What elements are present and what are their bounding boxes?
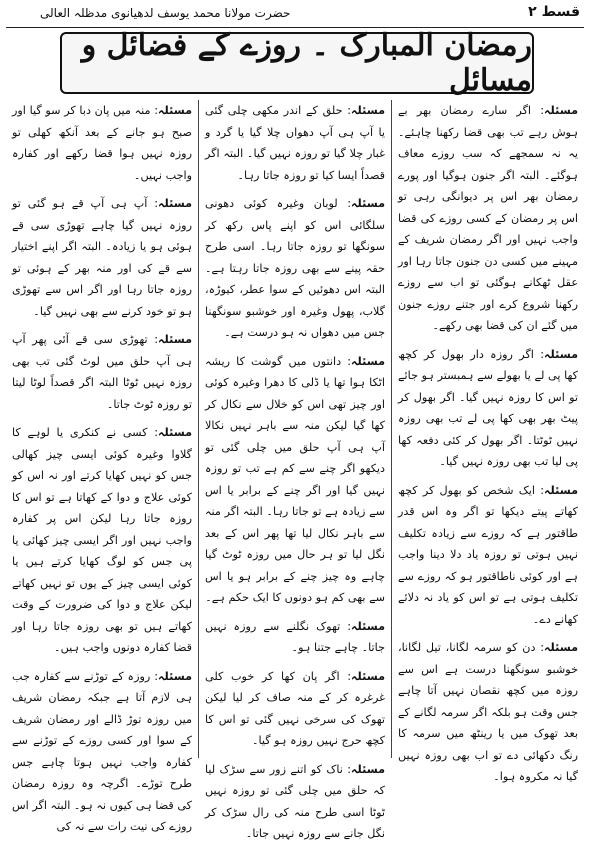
ruling-text: : منہ میں پان دبا کر سو گیا اور صبح ہو جانے کے بعد آنکھ کھلی تو روزہ نہیں ہوا قضا رکھے اور کفارہ واجب نہیں۔ [12,104,192,182]
ruling-label: مسئلہ [544,347,578,361]
ruling-label: مسئلہ [351,669,385,683]
ruling-paragraph [205,100,385,186]
title-banner [60,28,534,98]
ruling-text: : اگر سارے رمضان بھر بے ہوش رہے تب بھی قضا رکھنا چاہئے۔ یہ نہ سمجھے کہ سب روزے معاف ہوگئے۔ البتہ اگر جنون ہوگیا اور پورے رمضان بھر اس پر دیوانگی رہی تو اس پر رمضان کے کسی روزے کی قضا واجب نہیں اور اگر رمضان شریف کے مہینے میں کسی دن جنون جاتا رہا اور عقل ٹھکانے ہوگئی تو اب سے روزے رکھنا شروع کرے اور جتنے روزے جنون میں گئے ان کی قضا بھی رکھے۔ [398,104,578,332]
ruling-label: مسئلہ [351,197,385,210]
text-columns [6,100,584,840]
ruling-paragraph [205,616,385,659]
ruling-paragraph [12,422,192,659]
ruling-label: مسئلہ [351,762,385,776]
ruling-paragraph [205,759,385,845]
ruling-paragraph [398,344,578,473]
ruling-text: : دانتوں میں گوشت کا ریشہ اٹکا ہوا تھا یا ڈلی کا دھرا وغیرہ کوئی اور چیز تھی اس کو خلال سے نکال کر کھا گیا لیکن منہ سے باہر نہیں نکالا آپ ہی آپ حلق میں چلی گئی تو دیکھو اگر چنے سے کم ہے تب تو روزہ نہیں گیا اور اگر چنے کے برابر یا اس سے زیادہ ہے تو جاتا رہا۔ البتہ اگر منہ سے باہر نکال لیا تھا پھر اس کے بعد نگل لیا تو ہر حال میں روزہ ٹوٹ گیا چاہے وہ چیز چنے کے برابر ہو یا اس سے بھی کم ہو دونوں کا ایک حکم ہے۔ [205,354,385,604]
ruling-label: مسئلہ [544,104,578,117]
ruling-paragraph [12,100,192,186]
ruling-label: مسئلہ [351,619,385,633]
ruling-text: : اگر روزہ دار بھول کر کچھ کھا پی لے یا بھولے سے ہمبستر ہو جائے تو اس کا روزہ نہیں گیا۔ اگر بھول کر پیٹ بھر بھی کھا پی لے تب بھی روزہ نہیں ٹوٹتا۔ اگر بھول کر کئی دفعہ کھا پی لیا تب بھی روزہ نہیں گیا۔ [398,347,578,468]
ruling-text: : تھوک نگلنے سے روزہ نہیں جاتا۔ چاہے جتنا ہو۔ [205,619,385,654]
ruling-label: مسئلہ [544,483,578,497]
ruling-label: مسئلہ [158,333,192,346]
ruling-label: مسئلہ [158,669,192,683]
author-line: حضرت مولانا محمد یوسف لدھیانوی مدظلہ العالی [40,6,291,20]
ruling-label: مسئلہ [351,104,385,117]
ruling-text: : دن کو سرمہ لگانا، تیل لگانا، خوشبو سونگھنا درست ہے اس سے روزہ میں کچھ نقصان نہیں آتا چاہے جس وقت ہو بلکہ اگر سرمہ لگانے کے بعد تھوک میں یا رینٹھ میں سرمہ کا رنگ دکھائی دے تو اب بھی روزہ نہیں گیا نہ مکروہ ہوا۔ [398,641,578,783]
ruling-paragraph [12,193,192,322]
ruling-paragraph [398,480,578,631]
ruling-paragraph [205,666,385,752]
ruling-paragraph [398,100,578,337]
column-left [6,100,199,833]
ruling-paragraph [398,637,578,788]
ruling-text: : آپ ہی آپ قے ہو گئی تو روزہ نہیں گیا چاہے تھوڑی سی قے ہوئی ہو یا زیادہ۔ البتہ اگر اپنے اختیار سے قے کی اور منہ بھر کے ہوئی تو روزہ جاتا رہا اور اگر اس سے تھوڑی ہو تو خود کرنے سے بھی نہیں گیا۔ [12,197,192,318]
ruling-text: : حلق کے اندر مکھی چلی گئی یا آپ ہی آپ دھواں چلا گیا یا گرد و غبار چلا گیا تو روزہ نہیں گیا۔ البتہ اگر قصداً ایسا کیا تو روزہ جاتا رہا۔ [205,104,385,182]
column-middle [199,100,392,840]
article-title: رمضان المبارک ۔ روزے کے فضائل و مسائل [81,28,532,98]
page-header [0,4,590,26]
ruling-text: : ناک کو اتنے زور سے سڑک لیا کہ حلق میں چلی گئی تو روزہ نہیں ٹوٹا اسی طرح منہ کی رال سڑک کر نگل جانے سے روزہ نہیں جاتا۔ [205,762,385,840]
ruling-label: مسئلہ [544,641,578,654]
ruling-paragraph [12,666,192,838]
ruling-text: : اگر پان کھا کر خوب کلی غرغرہ کر کے منہ صاف کر لیا لیکن تھوک کی سرخی نہیں گئی تو اس کا کچھ حرج نہیں روزہ ہو گیا۔ [205,669,385,747]
ruling-paragraph [12,329,192,415]
ruling-text: : تھوڑی سی قے آئی پھر آپ ہی آپ حلق میں لوٹ گئی تب بھی روزہ نہیں ٹوٹا البتہ اگر قصداً لوٹا لیتا تو روزہ ٹوٹ جاتا۔ [12,333,192,411]
ruling-text: : لوبان وغیرہ کوئی دھونی سلگائی اس کو اپنے پاس رکھ کر سونگھا تو روزہ جاتا رہا۔ اسی طرح حقہ پینے سے بھی روزہ جاتا رہتا ہے۔ البتہ اس دھوئیں کے سوا عطر، کیوڑہ، گلاب، پھول وغیرہ اور خوشبو سونگھنا جس میں دھواں نہ ہو درست ہے۔ [205,197,385,339]
episode-number: قسط ۲ [528,4,580,20]
ruling-text: : روزہ کے توڑنے سے کفارہ جب ہی لازم آتا ہے جبکہ رمضان شریف میں روزہ توڑ ڈالے اور رمضان شریف کے سوا اور کسی روزے کے توڑنے سے کفارہ واجب نہیں ہوتا چاہے جس طرح توڑے۔ اگرچہ وہ روزہ رمضان کی قضا ہی کیوں نہ ہو۔ البتہ اگر اس روزے کی نیت رات سے نہ کی [12,669,192,833]
ruling-paragraph [205,351,385,609]
column-right [392,100,584,783]
ruling-text: : کسی نے کنکری یا لوہے کا گلاوا وغیرہ کوئی ایسی چیز کھالی جس کو نہیں کھایا کرتے اور نہ اس کو کوئی علاج و دوا کے کھاتا ہے تو اس کا روزہ جاتا رہا لیکن اس پر کفارہ واجب نہیں اور اگر ایسی چیز کھائی یا پی جس کو لوگ کھایا کرتے ہیں یا کوئی ایسی چیز کے یوں تو نہیں کھاتے لیکن علاج و دوا کی ضرورت کے وقت کھاتے ہیں تو بھی روزہ جاتا رہا اور قضا کفارہ دونوں واجب ہیں۔ [12,426,192,654]
ruling-text: : ایک شخص کو بھول کر کچھ کھاتے پیتے دیکھا تو اگر وہ اس قدر طاقتور ہے کہ روزے سے زیادہ تکلیف نہیں ہوتی تو روزہ یاد دلا دینا واجب ہے اور کوئی ناطاقتور ہو کہ روزے سے تکلیف ہوتی ہے تو اس کو یاد نہ دلائے کھانے دے۔ [398,483,578,626]
ruling-label: مسئلہ [158,426,192,439]
ruling-label: مسئلہ [351,354,385,368]
ruling-label: مسئلہ [158,104,192,117]
ruling-label: مسئلہ [158,197,192,210]
ruling-paragraph [205,193,385,344]
